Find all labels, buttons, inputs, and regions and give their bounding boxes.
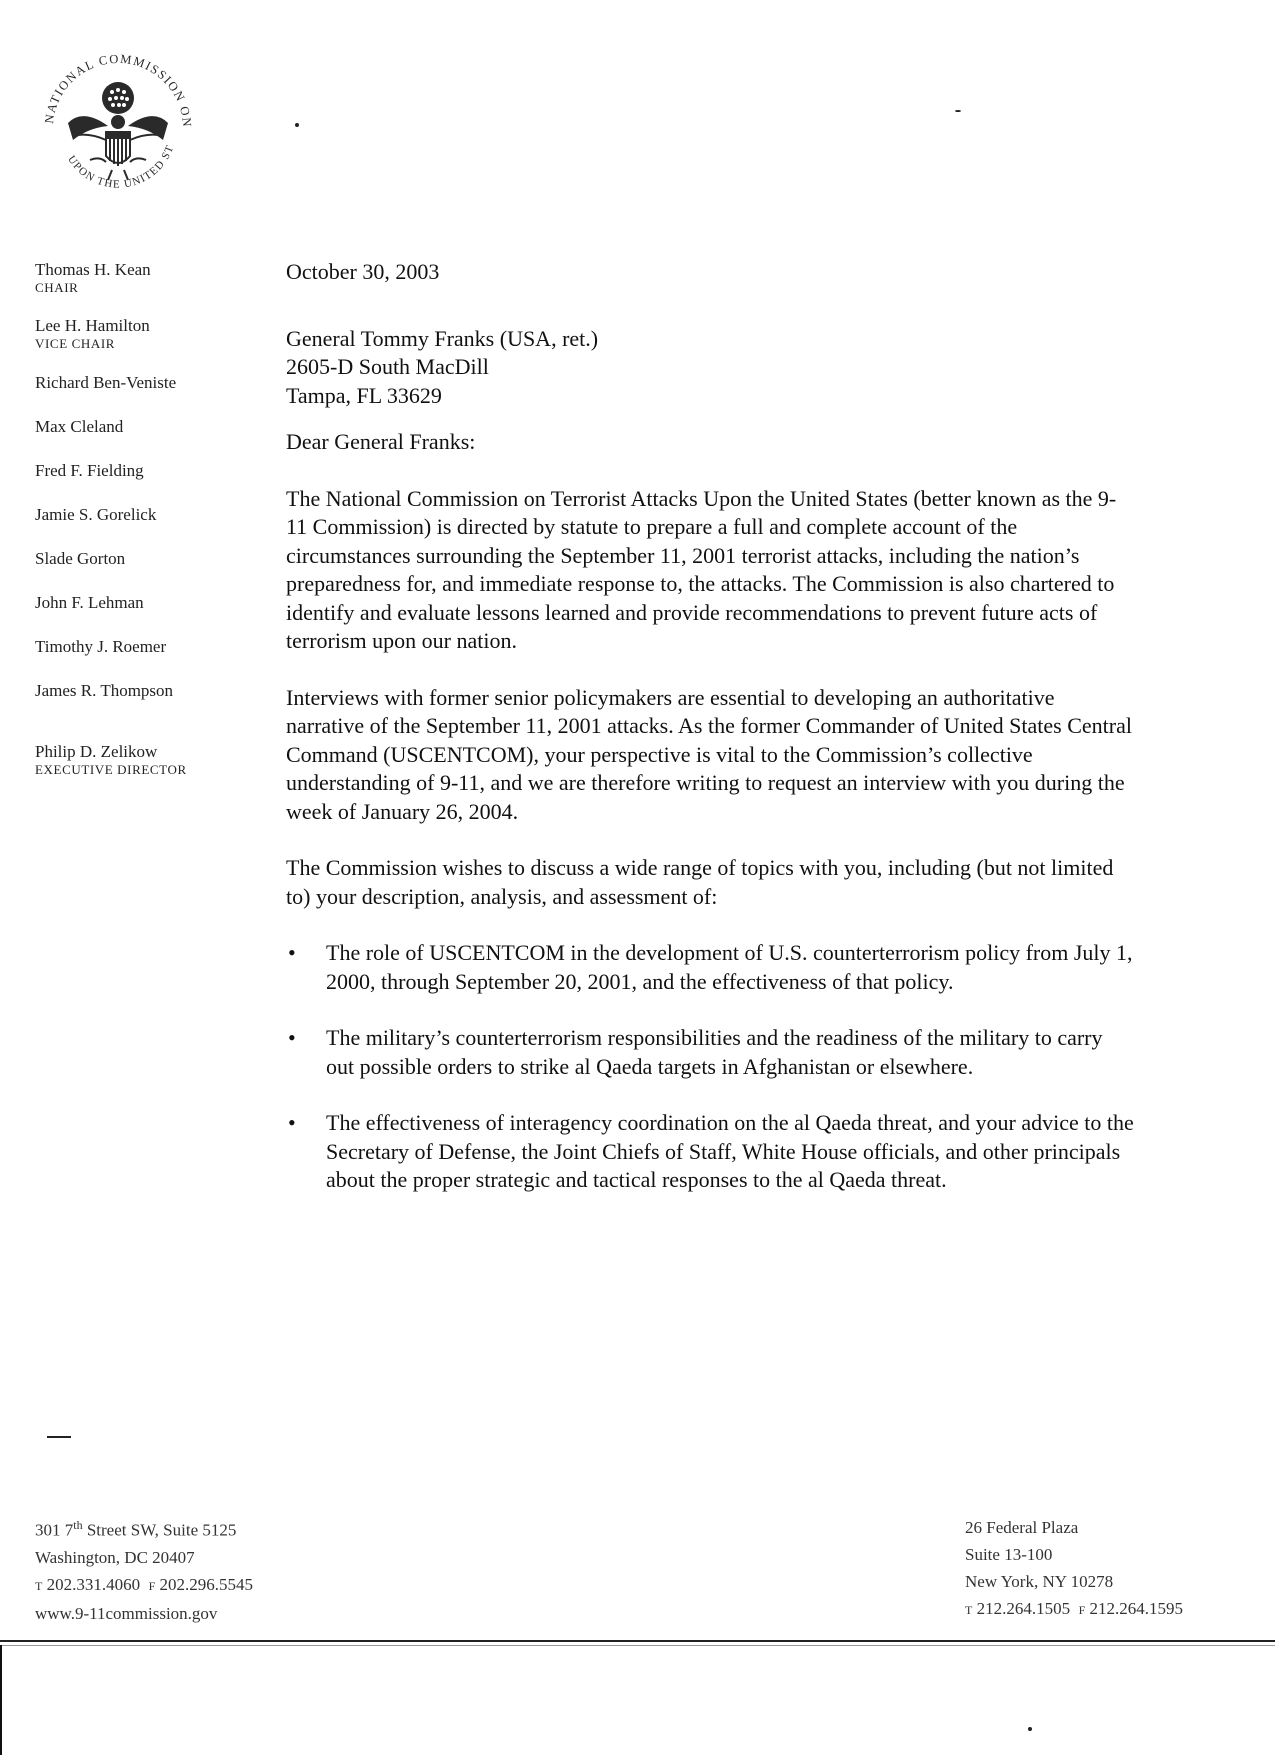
topic-text: The role of USCENTCOM in the development of U.S. counterterrorism policy from July 1, 2000, through September 20, 2001, and the effectiveness of that policy. — [326, 940, 1133, 994]
paragraph-intro: The National Commission on Terrorist Attacks Upon the United States (better known as the 9-11 Commission) is directed by statute to prepare a full and complete account of the circumstances surrounding the September 11, 2001 terrorist attacks, including the nation’s preparedness for, and immediate response to, the attacks. The Commission is also chartered to identify and evaluate lessons learned and provide recommendations to prevent future acts of terrorism upon our nation. — [286, 485, 1117, 653]
page-bottom-rule-faint — [0, 1645, 1275, 1646]
street-suffix: th — [73, 1518, 83, 1532]
member — [35, 461, 255, 481]
member-title: CHAIR — [35, 280, 79, 295]
member-title: VICE CHAIR — [35, 336, 116, 351]
member-name: Jamie S. Gorelick — [35, 505, 157, 524]
member — [35, 549, 255, 569]
topics-list — [286, 939, 1136, 1195]
list-item — [286, 1024, 1136, 1081]
fax-label: F — [148, 1578, 156, 1593]
recipient-name: General Tommy Franks (USA, ret.) — [286, 325, 599, 351]
letter-body — [286, 258, 1136, 1223]
list-item — [286, 939, 1136, 996]
page-bottom-rule — [0, 1640, 1275, 1642]
commission-seal — [28, 28, 208, 228]
member-name: Slade Gorton — [35, 549, 126, 568]
paragraph-topics: The Commission wishes to discuss a wide range of topics with you, including (but not limited to) your description, analysis, and assessment of: — [286, 855, 1114, 909]
topic-text: The effectiveness of interagency coordination on the al Qaeda threat, and your advice to the Secretary of Defense, the Joint Chiefs of Staff, White House officials, and other principals about the proper strategic and tactical responses to the al Qaeda threat. — [326, 1110, 1134, 1192]
tel-number: 212.264.1505 — [976, 1599, 1071, 1618]
street-number: 301 7 — [35, 1520, 74, 1540]
member-name: John F. Lehman — [35, 593, 144, 612]
member — [35, 373, 255, 393]
scan-speck — [295, 123, 299, 127]
seal-ring-text-bottom: UPON THE UNITED ST — [65, 143, 177, 191]
footer-suite: Suite 13-100 — [965, 1545, 1053, 1564]
footer-city: Washington, DC 20407 — [35, 1547, 195, 1567]
svg-text:NATIONAL COMMISSION ON TERRORI — [28, 28, 194, 129]
member-vice-chair — [35, 316, 255, 352]
footer-website: www.9-11commission.gov — [35, 1603, 218, 1623]
director-name: Philip D. Zelikow — [35, 742, 158, 761]
seal-ring-text-top: NATIONAL COMMISSION ON — [42, 51, 195, 129]
footer-address-newyork — [965, 1514, 1183, 1624]
member-name: Max Cleland — [35, 417, 124, 436]
letter-date: October 30, 2003 — [286, 259, 440, 284]
scan-edge-mark — [0, 1645, 2, 1755]
bullet-icon: • — [288, 1110, 296, 1135]
recipient-street: 2605-D South MacDill — [286, 354, 489, 379]
member — [35, 593, 255, 613]
member-chair — [35, 260, 255, 296]
member — [35, 681, 255, 701]
commission-members-sidebar — [35, 260, 255, 778]
fax-number: 212.264.1595 — [1089, 1599, 1184, 1618]
member-name: Fred F. Fielding — [35, 461, 144, 480]
recipient-address — [286, 325, 1136, 411]
paragraph-request: Interviews with former senior policymakers are essential to developing an authoritative narrative of the September 11, 2001 attacks. As the former Commander of United States Central Command (USCENTCOM), your perspective is vital to the Commission’s collective understanding of 9-11, and we are therefore writing to request an interview with you during the week of January 26, 2004. — [286, 684, 1132, 824]
member — [35, 417, 255, 437]
member — [35, 637, 255, 657]
footer-city: New York, NY 10278 — [965, 1572, 1114, 1591]
tel-number: 202.331.4060 — [46, 1574, 141, 1594]
tel-label: T — [965, 1603, 973, 1617]
recipient-city: Tampa, FL 33629 — [286, 382, 442, 408]
tel-label: T — [35, 1578, 43, 1593]
member — [35, 505, 255, 525]
footer-address-washington — [35, 1512, 253, 1627]
member-name: James R. Thompson — [35, 681, 174, 700]
topic-text: The military’s counterterrorism responsibilities and the readiness of the military to carry out possible orders to strike al Qaeda targets in Afghanistan or elsewhere. — [326, 1025, 1103, 1079]
member-name: Lee H. Hamilton — [35, 316, 150, 335]
salutation: Dear General Franks: — [286, 429, 476, 454]
bullet-icon: • — [288, 940, 296, 965]
executive-director — [35, 742, 255, 778]
director-title: EXECUTIVE DIRECTOR — [35, 762, 187, 777]
footer-phone — [965, 1595, 1183, 1624]
member-name: Timothy J. Roemer — [35, 637, 167, 656]
member-name: Thomas H. Kean — [35, 260, 151, 279]
footer-street: 26 Federal Plaza — [965, 1518, 1079, 1537]
footer-phone — [35, 1571, 253, 1600]
list-item — [286, 1109, 1136, 1195]
scan-speck — [1028, 1727, 1032, 1731]
seal-emblem-icon — [28, 28, 208, 228]
bullet-icon: • — [288, 1025, 296, 1050]
fax-label: F — [1078, 1603, 1086, 1617]
street-rest: Street SW, Suite 5125 — [82, 1520, 237, 1540]
member-name: Richard Ben-Veniste — [35, 373, 177, 392]
footer-street — [35, 1512, 253, 1544]
scan-speck — [47, 1436, 71, 1438]
fax-number: 202.296.5545 — [159, 1574, 254, 1594]
scan-speck — [955, 110, 961, 112]
